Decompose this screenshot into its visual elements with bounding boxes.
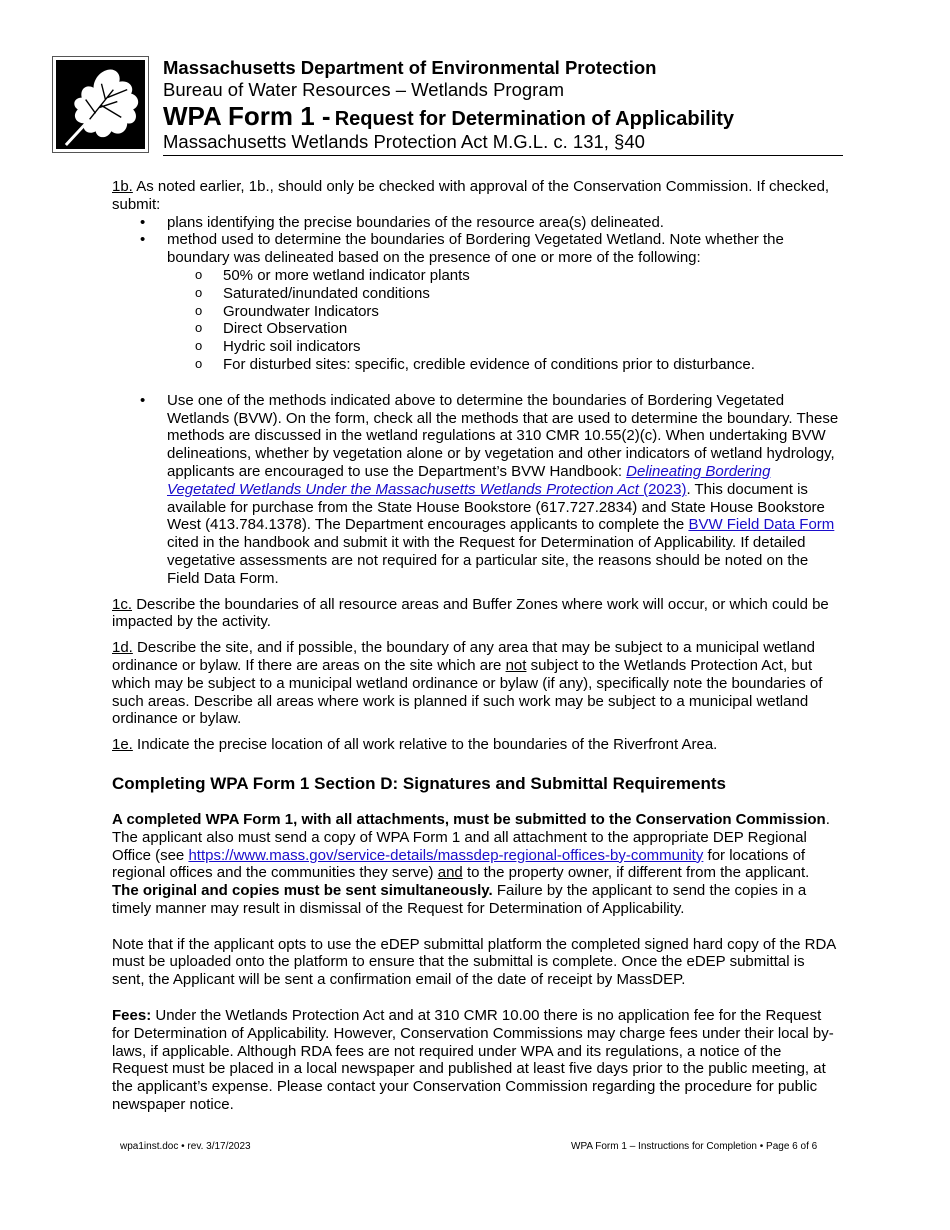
oak-leaf-icon bbox=[56, 60, 145, 149]
section-1d-label: 1d. bbox=[112, 639, 133, 657]
list-item: • Use one of the methods indicated above to determine the boundaries of Bordering Vegetated Wetlands (BVW). On the form, check all the methods that are used to determine the boundary. These methods are discussed in the wetland regulations at 310 CMR 10.55(2)(c). When undertaking BVW delineations, whether by vegetation alone or by vegetation and other indicators of wetland hydrology, applicants are encouraged to use the Department’s BVW Handbook: Delineating Bordering Vegetated Wetlands Under the Massachusetts Wetlands Protection Act (2023). This document is available for purchase from the State House Bookstore (617.727.2834) and State House Bookstore West (413.784.1378). The Department encourages applicants to complete the BVW Field Data Form cited in the handbook and submit it with the Request for Determination of Applicability. If detailed vegetative assessments are not required for a particular site, the reasons should be noted on the Field Data Form. bbox=[112, 392, 840, 588]
footer-doc-info: wpa1inst.doc • rev. 3/17/2023 bbox=[120, 1141, 251, 1152]
section-1d: 1d. Describe the site, and if possible, the boundary of any area that may be subject to a municipal wetland ordinance or bylaw. If there are areas on the site which are not subject to the Wetlands Protection Act, but which may be subject to a municipal wetland ordinance or bylaw (if any), specifically note the boundaries of such areas. Describe all areas where work is planned if such work may be subject to a municipal wetland ordinance or bylaw. bbox=[112, 639, 823, 728]
indicator-item: o Saturated/inundated conditions bbox=[167, 285, 840, 303]
header-divider bbox=[163, 155, 843, 156]
act-reference: Massachusetts Wetlands Protection Act M.G.L. c. 131, §40 bbox=[163, 131, 645, 152]
form-number: WPA Form 1 - bbox=[163, 101, 331, 131]
footer-page-info: WPA Form 1 – Instructions for Completion • Page 6 of 6 bbox=[571, 1141, 818, 1152]
fees-paragraph: Fees: Under the Wetlands Protection Act and at 310 CMR 10.00 there is no application fee for the Request for Determination of Applicability. However, Conservation Commissions may charge fees under their local by-laws, if applicable. Although RDA fees are not required under WPA and its regulations, a notice of the Request must be placed in a local newspaper and published at least five days prior to the public meeting, at the applicant’s expense. Please contact your Conservation Commission regarding the procedure for public newspaper notice. bbox=[112, 1007, 834, 1114]
section-1c: 1c. Describe the boundaries of all resource areas and Buffer Zones where work will occur, or which could be impacted by the activity. bbox=[112, 595, 829, 631]
dep-logo bbox=[52, 56, 149, 153]
section-1b-list bbox=[112, 214, 840, 588]
section-1e-label: 1e. bbox=[112, 736, 133, 754]
bvw-handbook-link[interactable]: Delineating Bordering Vegetated Wetlands Under the Massachusetts Wetlands Protection Act (2023) bbox=[167, 462, 771, 498]
submittal-paragraph: A completed WPA Form 1, with all attachments, must be submitted to the Conservation Commission. The applicant also must send a copy of WPA Form 1 and all attachment to the appropriate DEP Regional Office (see https://www.mass.gov/service-details/massdep-regional-offices-by-community for locations of regional offices and the communities they serve) and to the property owner, if different from the applicant. The original and copies must be sent simultaneously. Failure by the applicant to send the copies in a timely manner may result in dismissal of the Request for Determination of Applicability. bbox=[112, 810, 830, 917]
fees-label: Fees: bbox=[112, 1007, 152, 1025]
indicator-item: o Hydric soil indicators bbox=[167, 338, 840, 356]
list-item: • method used to determine the boundaries of Bordering Vegetated Wetland. Note whether the boundary was delineated based on the presence of one or more of the following: o 50% or more wetland indicator plants o Saturated/inundated conditions o Groundwater Indicators o Direct Observation o Hydric soil indicators o For disturbed sites: specific, credible evidence of conditions prior to disturbance. bbox=[112, 231, 840, 391]
indicator-list bbox=[167, 267, 840, 374]
indicator-item: o Direct Observation bbox=[167, 320, 840, 338]
regional-offices-link[interactable]: https://www.mass.gov/service-details/massdep-regional-offices-by-community bbox=[188, 846, 704, 864]
indicator-item: o Groundwater Indicators bbox=[167, 303, 840, 321]
section-1b-intro: 1b. As noted earlier, 1b., should only be checked with approval of the Conservation Commission. If checked, submit: bbox=[112, 178, 830, 213]
agency-name: Massachusetts Department of Environmental Protection bbox=[163, 57, 657, 78]
section-1c-label: 1c. bbox=[112, 595, 133, 613]
section-d-heading: Completing WPA Form 1 Section D: Signatures and Submittal Requirements bbox=[112, 773, 726, 793]
indicator-item: o 50% or more wetland indicator plants bbox=[167, 267, 840, 285]
indicator-item: o For disturbed sites: specific, credible evidence of conditions prior to disturbance. bbox=[167, 356, 840, 374]
edep-paragraph: Note that if the applicant opts to use the eDEP submittal platform the completed signed hard copy of the RDA must be uploaded onto the platform to ensure that the submittal is complete. Once the eDEP submittal is sent, the Applicant will be sent a confirmation email of the date of receipt by MassDEP. bbox=[112, 935, 836, 989]
list-item: • plans identifying the precise boundaries of the resource area(s) delineated. bbox=[112, 214, 840, 232]
instructions-body bbox=[112, 178, 840, 1114]
bureau-name: Bureau of Water Resources – Wetlands Program bbox=[163, 79, 565, 100]
section-1e: 1e. Indicate the precise location of all work relative to the boundaries of the Riverfront Area. bbox=[112, 736, 718, 754]
section-1b-label: 1b. bbox=[112, 178, 133, 195]
bvw-field-data-form-link[interactable]: BVW Field Data Form bbox=[688, 516, 835, 534]
form-subtitle: Request for Determination of Applicability bbox=[334, 108, 735, 130]
